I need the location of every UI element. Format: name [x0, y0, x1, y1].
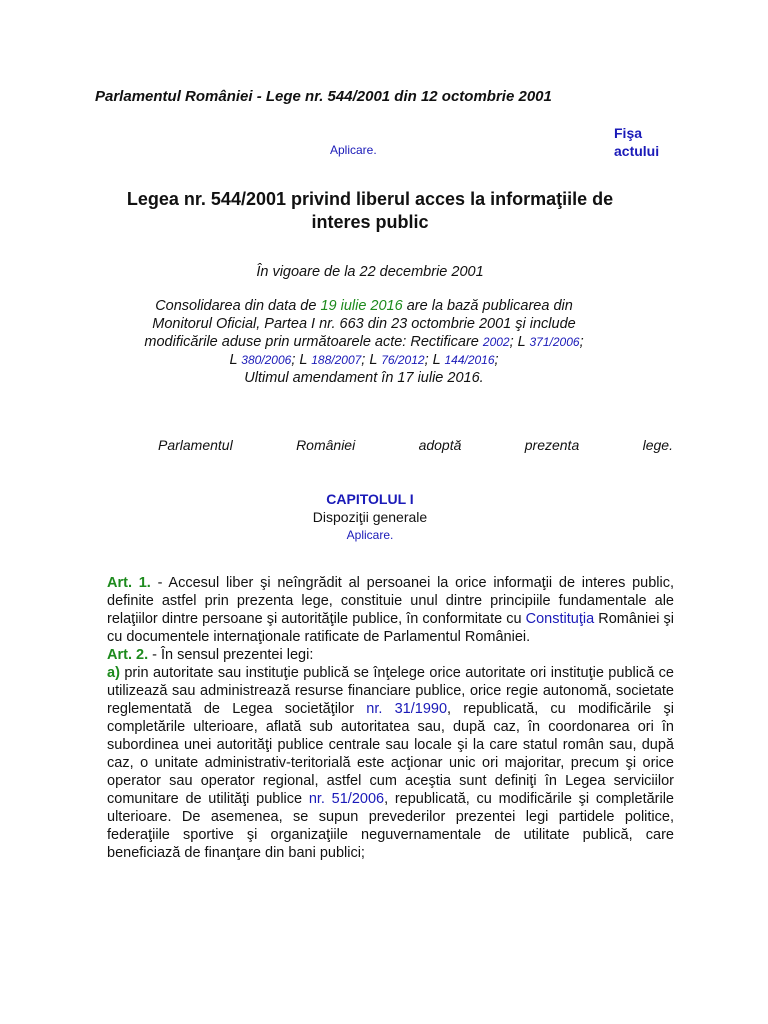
article-1-text: Accesul liber şi neîngrădit al persoanei la orice informaţii de interes public, definite astfel prin prezenta lege, constituie unul dintre principiile fundamentale ale relaţiilor dintre persoane şi autorităţile publice, în conformitate cu [107, 575, 674, 627]
adopta-word: prezenta [524, 437, 580, 453]
legea-51-2006-link[interactable]: nr. 51/2006 [308, 791, 385, 807]
consolidare-prefix: Consolidarea din data de [155, 298, 317, 314]
item-a-letter: a) [107, 665, 120, 681]
aplicare-link[interactable]: Aplicare. [330, 143, 377, 157]
article-1 [92, 574, 674, 646]
adopta-word: lege. [642, 437, 673, 453]
fisa-actului-link[interactable]: Fişa actului [614, 125, 660, 159]
ref-link-380-2006[interactable]: 380/2006 [241, 353, 292, 367]
chapter-heading [240, 490, 500, 544]
ultimul-amendament: Ultimul amendament în 17 iulie 2016. [244, 370, 484, 386]
constitutia-link[interactable]: Constituţia [525, 611, 595, 627]
adopta-word: României [296, 437, 356, 453]
item-a-text-2: , republicată, cu modificările şi completările ulterioare, aflată sub autoritatea sau, după caz, în coordonarea ori în subordinea unei autorităţi publice centrale sau locale şi la care statul român sau, după caz, o unitate administrativ-teritorială este acţionar unic ori majoritar, precum şi orice operator sau operator regional, astfel cum aceştia sunt definiţi în Legea serviciilor comunitare de utilităţi publice [107, 701, 674, 807]
legea-31-1990-link[interactable]: nr. 31/1990 [366, 701, 448, 717]
ref-link-188-2007[interactable]: 188/2007 [311, 353, 362, 367]
article-2-item-a [92, 664, 674, 862]
header-title: Parlamentul României - Lege nr. 544/2001 din 12 octombrie 2001 [95, 88, 552, 105]
ref-link-2002[interactable]: 2002 [482, 335, 510, 349]
article-1-text-end: României şi cu documentele internaţionale ratificate de Parlamentul României. [107, 611, 675, 645]
consolidare-middle: are la bază publicarea din Monitorul Oficial, Partea I nr. 663 din 23 octombrie 2001 şi include modificările aduse prin următoarele acte: Rectificare [144, 298, 576, 350]
article-2 [92, 646, 674, 664]
articles-body [92, 574, 674, 862]
item-a-text-3: , republicată, cu modificările şi completările ulterioare. De asemenea, se supun prevederilor prezentei legi partidele politice, federaţiile sportive şi organizaţiile neguvernamentale de utilitate publică, care beneficiază de finanţare din bani publici; [107, 791, 674, 861]
document-title: Legea nr. 544/2001 privind liberul acces la informaţiile de interes public [126, 189, 614, 232]
consolidare-note: Consolidarea din data de 19 iulie 2016 are la bază publicarea din Monitorul Oficial, Partea I nr. 663 din 23 octombrie 2001 şi include modificările aduse prin următoarele acte: Rectificare 2002; L 371/2006; L 380/2006; L 188/2007; L 76/2012; L 144/2016; Ultimul amendament în 17 iulie 2016. [144, 298, 584, 386]
adopta-word: Parlamentul [158, 437, 233, 453]
article-2-dash: - [152, 647, 157, 663]
in-vigoare: În vigoare de la 22 decembrie 2001 [256, 264, 484, 280]
ref-link-371-2006[interactable]: 371/2006 [529, 335, 580, 349]
article-1-label: Art. 1. [107, 575, 151, 591]
chapter-title: CAPITOLUL I [326, 491, 414, 507]
ref-link-76-2012[interactable]: 76/2012 [381, 353, 425, 367]
adopta-line [158, 437, 673, 453]
article-1-dash: - [157, 575, 163, 591]
adopta-word: adoptă [418, 437, 462, 453]
ref-link-144-2016[interactable]: 144/2016 [444, 353, 495, 367]
chapter-subtitle: Dispoziţii generale [312, 509, 428, 525]
chapter-aplicare-link[interactable]: Aplicare. [346, 528, 394, 542]
article-2-label: Art. 2. [107, 647, 149, 663]
consolidare-date: 19 iulie 2016 [320, 298, 403, 314]
item-a-text: prin autoritate sau instituţie publică se înţelege orice autoritate ori instituţie publică ce utilizează sau administrează resurse financiare publice, orice regie autonomă, societate reglementată de Legea societăţilor [107, 665, 675, 717]
article-2-text: În sensul prezentei legi: [161, 647, 314, 663]
